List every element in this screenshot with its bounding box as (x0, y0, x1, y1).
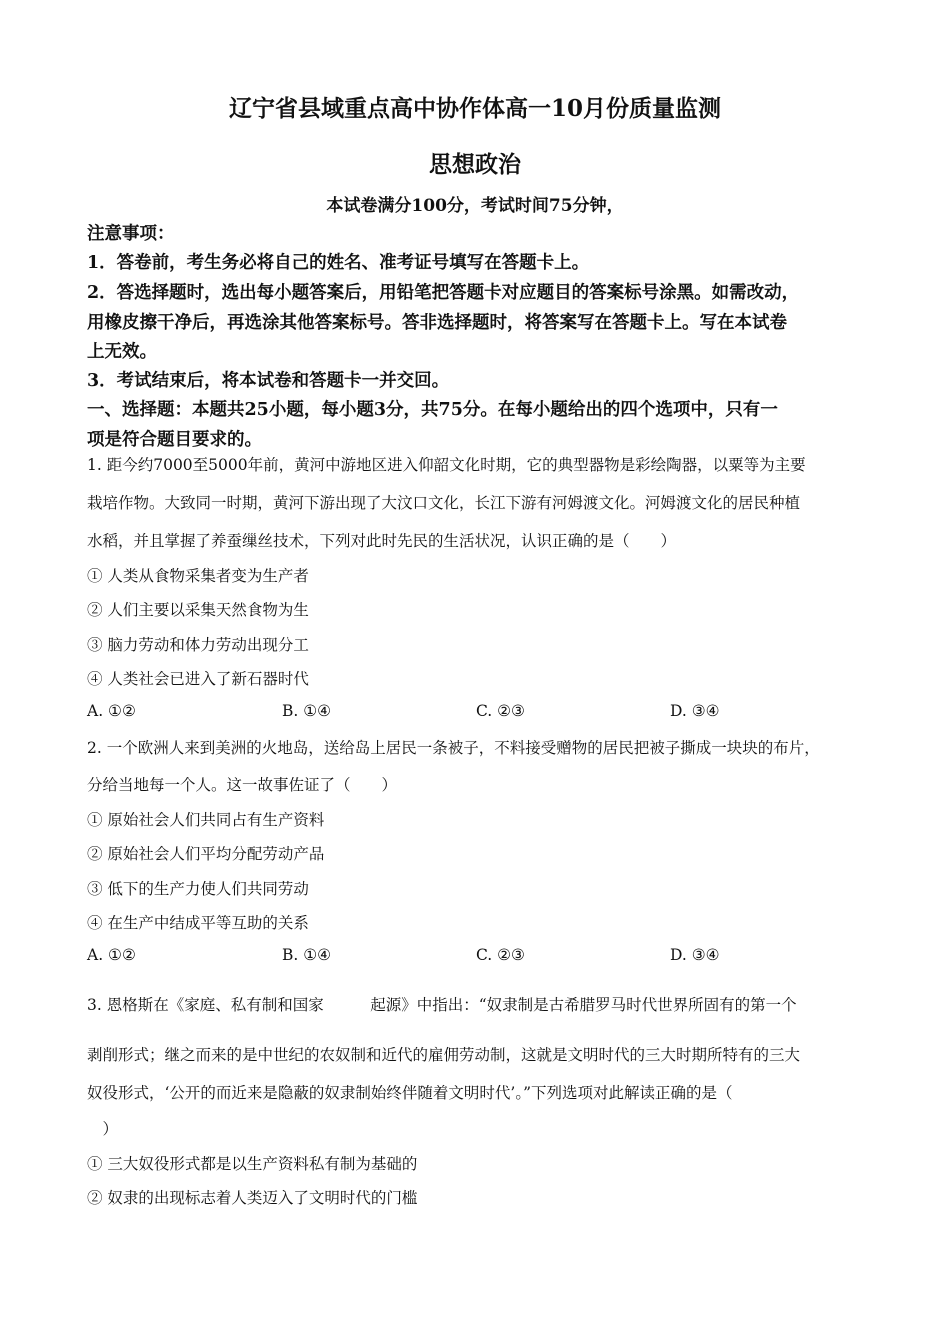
question-stem: 分给当地每一个人。这一故事佐证了（ ） (87, 776, 398, 794)
question-stem: 剥削形式；继之而来的是中世纪的农奴制和近代的雇佣劳动制，这就是文明时代的三大时期所特有的三大 (87, 1046, 801, 1064)
statement-item: ④ 在生产中结成平等互助的关系 (87, 914, 309, 932)
notice-item: 用橡皮擦干净后，再选涂其他答案标号。答非选择题时，将答案写在答题卡上。写在本试卷 (87, 313, 787, 333)
statement-item: ② 人们主要以采集天然食物为生 (87, 601, 309, 619)
notice-heading: 注意事项： (87, 224, 175, 244)
statement-item: ① 人类从食物采集者变为生产者 (87, 567, 309, 585)
choice-d: D. ③④ (670, 702, 720, 720)
question-stem: 3. 恩格斯在《家庭、私有制和国家 起源》中指出：“奴隶制是古希腊罗马时代世界所固有的第一个 (87, 996, 797, 1014)
choice-a: A. ①② (87, 702, 136, 720)
question-stem: 2. 一个欧洲人来到美洲的火地岛，送给岛上居民一条被子，不料接受赠物的居民把被子撕成一块块的布片， (87, 739, 820, 757)
exam-info: 本试卷满分100分，考试时间75分钟， (326, 196, 624, 216)
question-stem: 奴役形式，‘公开的而近来是隐蔽的奴隶制始终伴随着文明时代’。”下列选项对此解读正确的是（ (87, 1084, 733, 1102)
question-stem: 水稻，并且掌握了养蚕缫丝技术，下列对此时先民的生活状况，认识正确的是（ ） (87, 532, 677, 550)
choice-b: B. ①④ (282, 702, 332, 720)
statement-item: ③ 脑力劳动和体力劳动出现分工 (87, 636, 309, 654)
question-stem: 1. 距今约7000至5000年前，黄河中游地区进入仰韶文化时期，它的典型器物是彩绘陶器，以粟等为主要 (87, 456, 806, 474)
question-stem: 栽培作物。大致同一时期，黄河下游出现了大汶口文化，长江下游有河姆渡文化。河姆渡文化的居民种植 (87, 494, 801, 512)
statement-item: ① 三大奴役形式都是以生产资料私有制为基础的 (87, 1155, 418, 1173)
choice-c: C. ②③ (476, 946, 525, 964)
choice-d: D. ③④ (670, 946, 720, 964)
choice-b: B. ①④ (282, 946, 332, 964)
notice-item: 2．答选择题时，选出每小题答案后，用铅笔把答题卡对应题目的答案标号涂黑。如需改动， (87, 283, 800, 303)
notice-item: 1．答卷前，考生务必将自己的姓名、准考证号填写在答题卡上。 (87, 253, 590, 273)
statement-item: ③ 低下的生产力使人们共同劳动 (87, 880, 309, 898)
notice-item: 上无效。 (87, 342, 157, 362)
question-stem: ） (87, 1120, 119, 1138)
section-heading: 项是符合题目要求的。 (87, 430, 262, 450)
statement-item: ② 奴隶的出现标志着人类迈入了文明时代的门槛 (87, 1189, 418, 1207)
notice-item: 3．考试结束后，将本试卷和答题卡一并交回。 (87, 371, 450, 391)
statement-item: ② 原始社会人们平均分配劳动产品 (87, 845, 325, 863)
section-heading: 一、选择题：本题共25小题，每小题3分，共75分。在每小题给出的四个选项中，只有一 (87, 400, 778, 420)
subject-title: 思想政治 (429, 151, 521, 178)
choice-a: A. ①② (87, 946, 136, 964)
statement-item: ① 原始社会人们共同占有生产资料 (87, 811, 325, 829)
exam-title: 辽宁省县域重点高中协作体高一10月份质量监测 (228, 95, 721, 122)
statement-item: ④ 人类社会已进入了新石器时代 (87, 670, 309, 688)
choice-c: C. ②③ (476, 702, 525, 720)
